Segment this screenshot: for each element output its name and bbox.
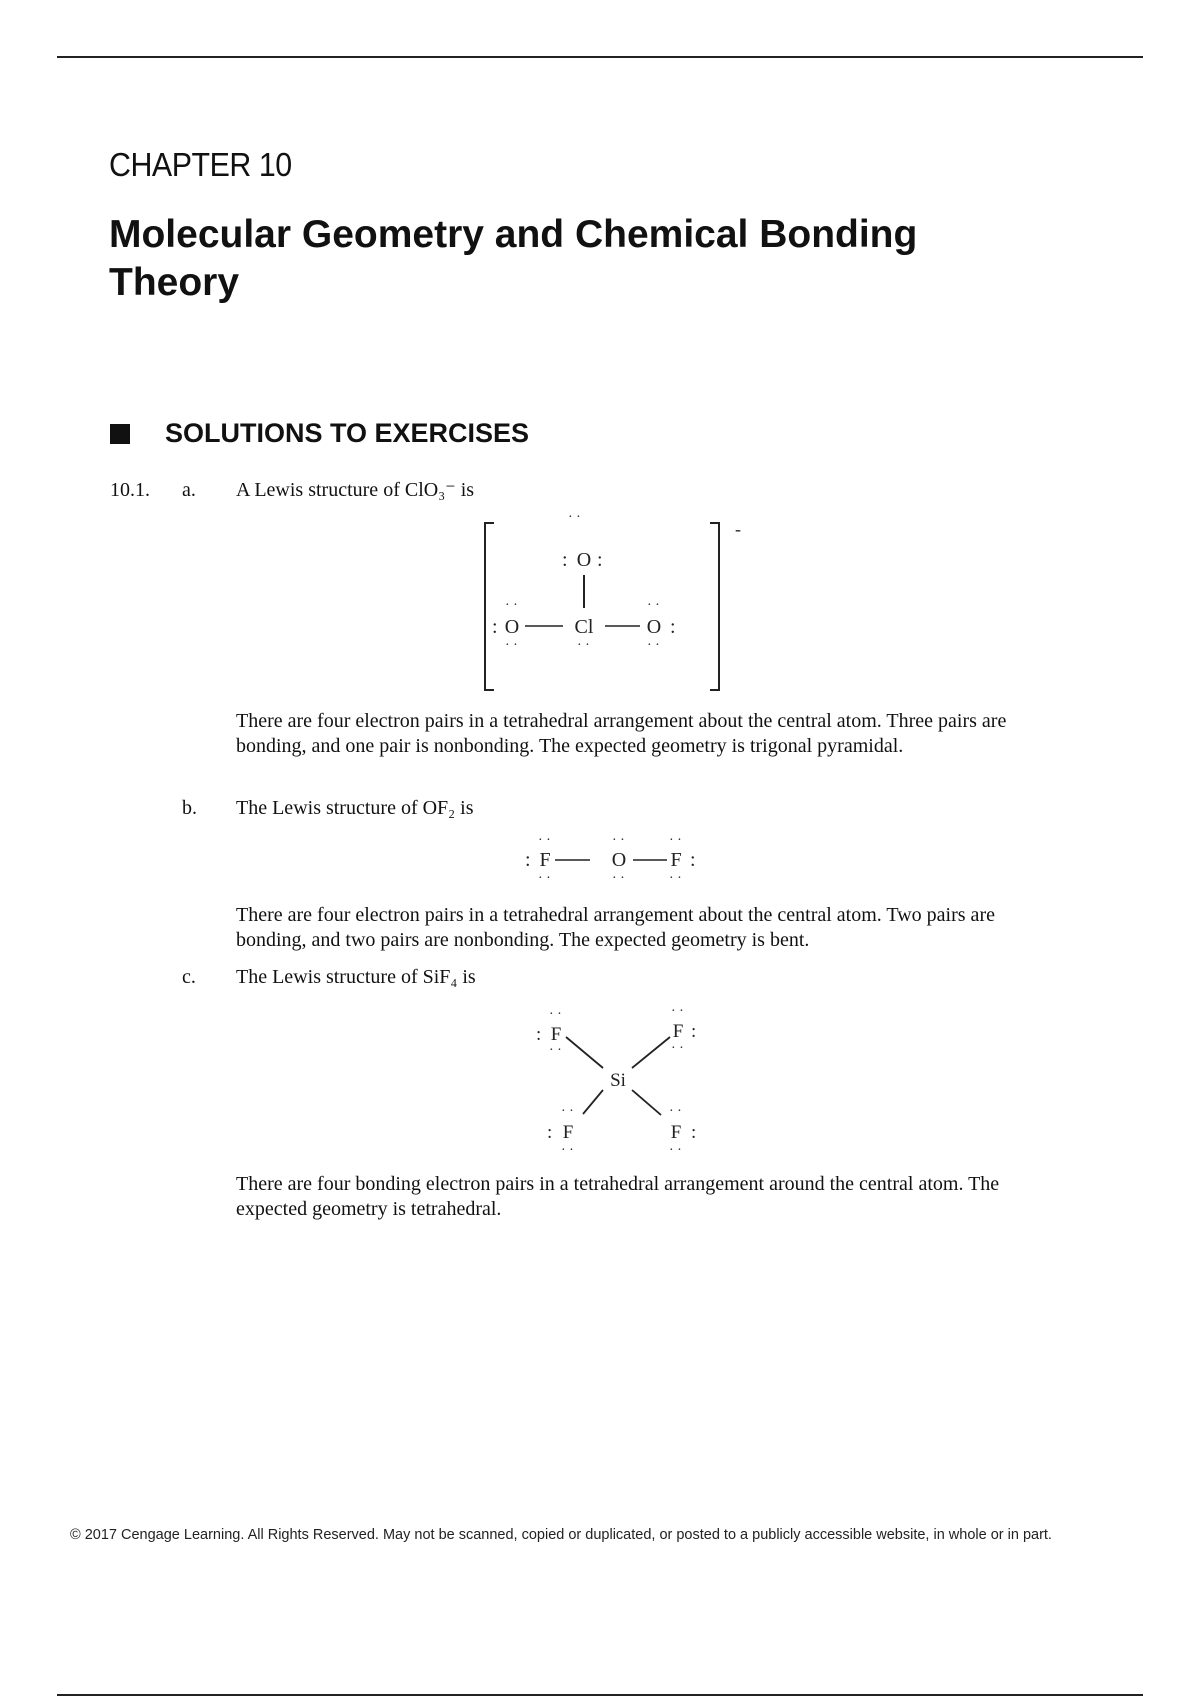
lone-pair-dots: : bbox=[525, 849, 531, 871]
oxygen-left-atom: O bbox=[504, 616, 520, 638]
chlorine-central-atom: Cl bbox=[574, 616, 594, 638]
lone-pair-dots: : bbox=[597, 549, 603, 571]
lone-pair-dots: · · bbox=[538, 833, 551, 848]
fluorine-right-atom: F bbox=[670, 849, 682, 871]
lone-pair-dots: : bbox=[547, 1122, 553, 1143]
bond-line bbox=[566, 1037, 603, 1068]
part-c-label: c. bbox=[182, 966, 196, 988]
top-rule bbox=[57, 56, 1143, 58]
lone-pair-dots: · · bbox=[505, 598, 518, 613]
oxygen-right-atom: O bbox=[646, 616, 662, 638]
lone-pair-dots: · · bbox=[568, 515, 581, 525]
fluorine-lower-right-atom: F bbox=[670, 1122, 682, 1143]
right-bracket bbox=[710, 523, 719, 690]
lone-pair-dots: · · bbox=[647, 638, 660, 653]
part-b-explanation: There are four electron pairs in a tetrahedral arrangement about the central atom. Two pairs are bonding, and two pairs are nonbonding. The expected geometry is bent. bbox=[236, 904, 995, 951]
fluorine-upper-left-atom: F bbox=[550, 1024, 562, 1045]
left-bracket bbox=[485, 523, 494, 690]
lone-pair-dots: · · bbox=[549, 1043, 562, 1058]
lone-pair-dots: · · bbox=[669, 871, 682, 886]
lone-pair-dots: : bbox=[536, 1024, 542, 1045]
lone-pair-dots: · · bbox=[612, 833, 625, 848]
bond-line bbox=[632, 1090, 661, 1115]
copyright-footer: © 2017 Cengage Learning. All Rights Reserved. May not be scanned, copied or duplicated, or posted to a publicly accessible website, in whole or in part. bbox=[70, 1527, 1052, 1543]
bond-line bbox=[632, 1037, 670, 1068]
part-b-label: b. bbox=[182, 797, 197, 819]
part-a-intro: A Lewis structure of ClO₃⁻ is bbox=[236, 479, 475, 501]
chapter-title: Molecular Geometry and Chemical Bonding Theory bbox=[109, 213, 918, 304]
oxygen-central-atom: O bbox=[611, 849, 627, 871]
lone-pair-dots: · · bbox=[671, 1041, 684, 1056]
lone-pair-dots: : bbox=[690, 849, 696, 871]
square-bullet-icon bbox=[110, 424, 130, 444]
bond-line bbox=[583, 1090, 603, 1114]
part-c-intro: The Lewis structure of SiF₄ is bbox=[236, 966, 476, 988]
lone-pair-dots: · · bbox=[549, 1007, 562, 1022]
part-a-explanation: There are four electron pairs in a tetrahedral arrangement about the central atom. Three pairs are bonding, and one pair is nonbonding. The expected geometry is trigonal pyramidal. bbox=[236, 710, 1007, 757]
section-heading bbox=[110, 418, 529, 449]
silicon-central-atom: Si bbox=[610, 1070, 626, 1091]
lone-pair-dots: : bbox=[562, 549, 568, 571]
chapter-label: CHAPTER 10 bbox=[109, 146, 292, 183]
of2-lewis-structure bbox=[515, 830, 715, 890]
lone-pair-dots: · · bbox=[577, 638, 590, 653]
part-a-label: a. bbox=[182, 479, 196, 501]
lone-pair-dots: · · bbox=[671, 1004, 684, 1019]
ion-charge: - bbox=[735, 519, 741, 539]
section-heading-text: SOLUTIONS TO EXERCISES bbox=[165, 418, 530, 448]
lone-pair-dots: · · bbox=[561, 1143, 574, 1158]
lone-pair-dots: : bbox=[691, 1021, 697, 1042]
exercise-number: 10.1. bbox=[110, 479, 150, 501]
bottom-rule bbox=[57, 1694, 1143, 1696]
part-b-intro: The Lewis structure of OF₂ is bbox=[236, 797, 474, 819]
lone-pair-dots: · · bbox=[647, 598, 660, 613]
lone-pair-dots: : bbox=[691, 1122, 697, 1143]
lone-pair-dots: · · bbox=[505, 638, 518, 653]
fluorine-lower-left-atom: F bbox=[562, 1122, 574, 1143]
lone-pair-dots: · · bbox=[669, 1104, 682, 1119]
clo3-lewis-structure bbox=[480, 515, 750, 695]
lone-pair-dots: · · bbox=[561, 1104, 574, 1119]
lone-pair-dots: · · bbox=[538, 871, 551, 886]
part-c-explanation: There are four bonding electron pairs in a tetrahedral arrangement around the central atom. The expected geometry is tetrahedral. bbox=[236, 1173, 1000, 1220]
oxygen-top-atom: O bbox=[576, 549, 592, 571]
fluorine-left-atom: F bbox=[539, 849, 551, 871]
sif4-lewis-structure bbox=[525, 1000, 725, 1160]
lone-pair-dots: · · bbox=[669, 1143, 682, 1158]
lone-pair-dots: · · bbox=[612, 871, 625, 886]
fluorine-upper-right-atom: F bbox=[672, 1021, 684, 1042]
lone-pair-dots: : bbox=[492, 616, 498, 638]
lone-pair-dots: : bbox=[670, 616, 676, 638]
lone-pair-dots: · · bbox=[669, 833, 682, 848]
